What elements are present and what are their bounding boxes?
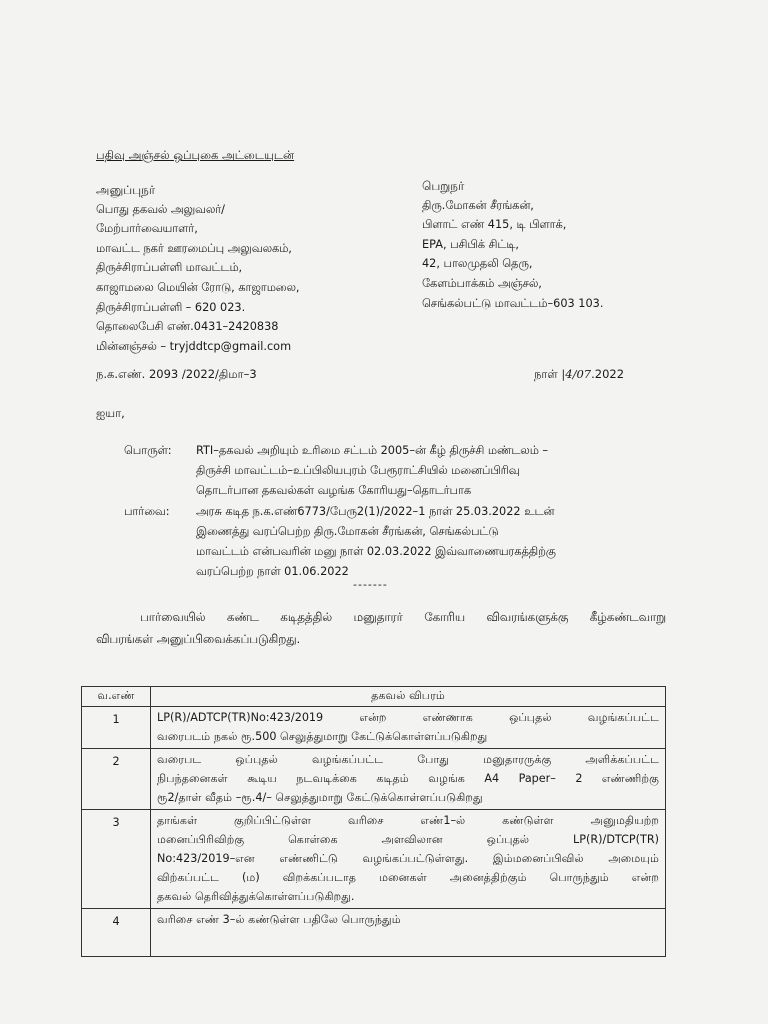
reference-label: பார்வை: [124,505,170,518]
row-line: LP(R)/ADTCP(TR)No:423/2019 என்ற எண்ணாக ஒப்புதல் வழங்கப்பட்ட [157,711,659,724]
separator: ------- [353,578,388,591]
recipient-heading: பெறுநர் [422,179,465,193]
table-header-row [82,687,666,707]
subject-line: திருச்சி மாவட்டம்–உப்பிலியபுரம் பேரூராட்சியில் மனைப்பிரிவு [196,464,520,477]
recipient-line: செங்கல்பட்டு மாவட்டம்–603 103. [422,296,604,310]
row-details [151,909,666,957]
sender-phone: தொலைபேசி எண்.0431–2420838 [96,320,279,334]
recipient-line: EPA, பசிபிக் சிட்டி, [422,237,519,251]
reference-line: வரப்பெற்ற நாள் 01.06.2022 [196,565,349,578]
row-number: 2 [82,749,151,810]
sender-heading: அனுப்புநர் [96,183,156,197]
subject-text [196,441,548,501]
row-line: வரிசை எண் 3–ல் கண்டுள்ள பதிலே பொருந்தும் [157,913,401,926]
sender-address [96,183,299,359]
row-details [151,707,666,749]
reference-number: ந.க.எண். 2093 /2022/திமா–3 [96,367,257,381]
registration-note: பதிவு அஞ்சல் ஒப்புகை அட்டையுடன் [96,148,295,162]
information-table [81,686,666,957]
row-line: விற்கப்பட்ட (ம) விறக்கப்படாத மனைகள் அனைத்திற்கும் பொருந்தும் என்ற [157,871,659,884]
row-line: தகவல் தெரிவித்துக்கொள்ளப்படுகிறது. [157,890,355,903]
recipient-address [422,179,603,316]
row-line: தாங்கள் குறிப்பிட்டுள்ள வரிசை எண்1–ல் கண்டுள்ள அனுமதியற்ற [157,814,659,827]
row-line: வரைபடம் நகல் ரூ.500 செலுத்துமாறு கேட்டுக்கொள்ளப்படுகிறது [157,730,488,743]
date-handwritten: |4/07 [561,367,592,381]
reference-line: இணைத்து வரப்பெற்ற திரு.மோகன் சீரங்கன், செங்கல்பட்டு [196,525,499,538]
reference-line: அரசு கடித ந.க.எண்6773/பேரு2(1)/2022–1 நாள் 25.03.2022 உடன் [196,505,555,518]
row-line: நிபந்தனைகள் கூடிய நடவடிக்கை கடிதம் வழங்க A4 Paper– 2 எண்ணிற்கு [157,772,659,785]
column-header-serial: வ.எண் [82,687,151,707]
recipient-line: கேளம்பாக்கம் அஞ்சல், [422,276,542,290]
row-line: வரைபட ஒப்புதல் வழங்கப்பட்ட போது மனுதாரருக்கு அளிக்கப்பட்ட [157,753,659,766]
table-row [82,749,666,810]
body-line: விபரங்கள் அனுப்பிவைக்கப்படுகிறது. [96,632,301,646]
date-prefix: நாள் [534,367,562,381]
sender-line: மேற்பார்வையாளர், [96,222,198,236]
table-row [82,707,666,749]
salutation: ஐயா, [96,406,125,420]
row-line: No:423/2019–என எண்ணிட்டு வழங்கப்பட்டுள்ளது. இம்மனைப்பிவில் அமையும் [157,852,659,865]
subject-label: பொருள்: [124,444,172,457]
subject-line: RTI–தகவல் அறியும் உரிமை சட்டம் 2005–ன் கீழ் திருச்சி மண்டலம் – [196,444,549,457]
table-row [82,909,666,957]
sender-line: மாவட்ட நகர் ஊரமைப்பு அலுவலகம், [96,241,292,255]
reference-line: மாவட்டம் என்பவரின் மனு நாள் 02.03.2022 இவ்வாணையரகத்திற்கு [196,545,556,558]
row-details [151,749,666,810]
body-paragraph [96,606,666,650]
row-line: மனைப்பிரிவிற்கு கொள்கை அளவிலான ஒப்புதல் LP(R)/DTCP(TR) [157,833,659,846]
recipient-line: 42, பாலமுதலி தெரு, [422,257,533,271]
row-number: 3 [82,810,151,909]
recipient-line: திரு.மோகன் சீரங்கன், [422,198,534,212]
row-details [151,810,666,909]
reference-text [196,502,556,582]
letter-date [534,367,624,381]
body-line: பார்வையில் கண்ட கடிதத்தில் மனுதாரர் கோரிய விவரங்களுக்கு கீழ்கண்டவாறு [140,610,666,624]
recipient-line: பிளாட் எண் 415, டி பிளாக், [422,218,567,232]
table-row [82,810,666,909]
sender-line: பொது தகவல் அலுவலர்/ [96,202,225,216]
row-number: 4 [82,909,151,957]
sender-line: திருச்சிராப்பள்ளி – 620 023. [96,300,246,314]
sender-email: மின்னஞ்சல் – tryjddtcp@gmail.com [96,339,292,353]
sender-line: திருச்சிராப்பள்ளி மாவட்டம், [96,261,243,275]
date-suffix: .2022 [591,367,625,381]
row-line: ரூ2/தாள் வீதம் –ரூ.4/– செலுத்துமாறு கேட்டுக்கொள்ளப்படுகிறது [157,791,483,804]
sender-line: காஜாமலை மெயின் ரோடு, காஜாமலை, [96,280,300,294]
column-header-details: தகவல் விபரம் [151,687,666,707]
row-number: 1 [82,707,151,749]
subject-line: தொடர்பான தகவல்கள் வழங்க கோரியது–தொடர்பாக [196,484,472,497]
